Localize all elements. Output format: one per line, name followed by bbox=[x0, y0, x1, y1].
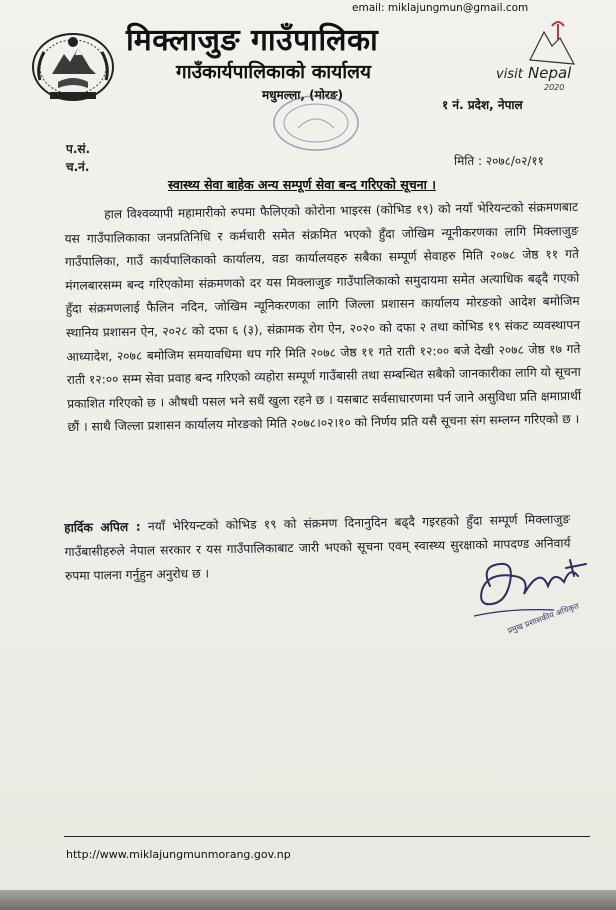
footer-website: http://www.miklajungmunmorang.gov.np bbox=[66, 848, 291, 861]
footer-divider bbox=[64, 836, 590, 837]
year-text: 2020 bbox=[544, 83, 565, 92]
appeal-text: नयाँ भेरियन्टको कोभिड १९ को संक्रमण दिनानुदिन बढ्दै गइरहको हुँदा सम्पूर्ण मिक्लाजुङ गाउँबासीहरुले नेपाल सरकार र यस गाउँपालिकाबाट जारी भएको सूचना एवम् स्वास्थ्य सुरक्षाको मापदण्ड अनिवार्य रुपमा पालना गर्नुहुन अनुरोध छ । bbox=[64, 512, 571, 583]
nepal-text: Nepal bbox=[528, 64, 572, 82]
scan-edge-shadow bbox=[0, 890, 616, 910]
office-name: गाउँकार्यपालिकाको कार्यालय bbox=[176, 61, 372, 83]
signature-mark bbox=[470, 546, 600, 656]
notice-subject: स्वास्थ्य सेवा बाहेक अन्य सम्पूर्ण सेवा बन्द गरिएको सूचना । bbox=[168, 177, 436, 192]
dispatch-number-label: च.नं. bbox=[66, 160, 90, 174]
office-stamp bbox=[270, 92, 362, 154]
appeal-label: हार्दिक अपिल : bbox=[64, 519, 141, 535]
visit-text: visit bbox=[496, 67, 523, 82]
letter-date: मिति : २०७८/०२/११ bbox=[454, 154, 544, 168]
office-province: १ नं. प्रदेश, नेपाल bbox=[442, 98, 523, 112]
office-address: मधुमल्ला, (मोरङ) bbox=[262, 88, 343, 102]
notice-body: हाल विश्वव्यापी महामारीको रुपमा फैलिएको कोरोना भाइरस (कोभिड १९) को नयाँ भेरियन्टको संक्रमणबाट यस गाउँपालिकाका जनप्रतिनिधि र कर्मचारी समेत संक्रमित भएको हुँदा जोखिम न्यूनीकरणका लागि मिक्लाजुङ गाउँपालिका, गाउँ कार्यपालिकाको कार्यालय, वडा कार्यालयहरु सबैका सम्पूर्ण सेवाहरु मिति २०७८ जेष्ठ ११ गते मंगलबारसम्म बन्द गरिएकोमा संक्रमणको दर यस मिक्लाजुङ गाउँपालिकाको समुदायमा समेत अत्याधिक बढ्दै गएको हुँदा संक्रमणलाई फैलिन नदिन, जोखिम न्यूनिकरणका लागि जिल्ला प्रशासन कार्यालय मोरङको आदेश बमोजिम स्थानिय प्रशासन ऐन, २०२८ को दफा ६ (३), संक्रामक रोग ऐन, २०२० को दफा २ तथा कोभिड १९ संकट व्यवस्थापन आध्यादेश, २०७८ बमोजिम समयावधिमा थप गरि मिति २०७८ जेष्ठ ११ गते राती १२:०० बजे देखी २०७८ जेष्ठ १७ गते राती १२:०० सम्म सेवा प्रवाह बन्द गरिएको व्यहोरा सम्पूर्ण गाउँबासी तथा सम्बन्धित सबैको जानकारीका लागि यो सूचना प्रकाशित गरिएको छ । औषधी पसल भने सधैं खुला रहने छ । यसबाट सर्वसाधारणमा पर्न जाने असुविधा प्रति क्षमाप्रार्थी छौं । साथै जिल्ला प्रशासन कार्यालय मोरङको मिति २०७८।०२।१० को निर्णय प्रति यसै सूचना संग सम्लग्न गरिएको छ । bbox=[64, 199, 582, 435]
municipality-name: मिक्लाजुङ गाउँपालिका bbox=[126, 23, 379, 58]
nepal-emblem-icon bbox=[30, 30, 116, 104]
letter-number-label: प.सं. bbox=[66, 142, 91, 156]
header-email: email: miklajungmun@gmail.com bbox=[352, 2, 529, 14]
visit-nepal-logo bbox=[490, 20, 588, 100]
signatory-title: प्रमुख प्रशासकीय अधिकृत bbox=[506, 601, 580, 636]
